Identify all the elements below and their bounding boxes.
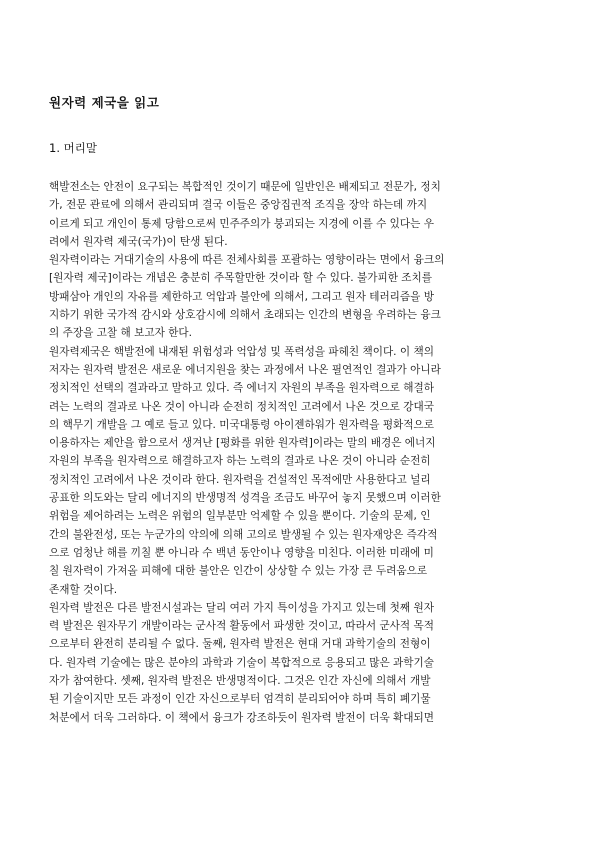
text-line: 가, 전문 관료에 의해서 관리되며 결국 이들은 중앙집권적 조직을 장악 하는데 까지 bbox=[49, 199, 428, 212]
text-line: 존재할 것이다. bbox=[49, 583, 118, 596]
text-line: 칠 원자력이 가져올 피해에 대한 불안은 인간이 상상할 수 있는 가장 큰 두려움으로 bbox=[49, 565, 428, 578]
text-line: 원자력 발전은 다른 발전시설과는 달리 여러 가지 특이성을 가지고 있는데 첫째 원자 bbox=[49, 601, 434, 614]
text-line: 방패삼아 개인의 자유를 제한하고 억압과 불안에 의해서, 그리고 원자 테러리즘을 방 bbox=[49, 290, 434, 303]
text-line: 력 발전은 원자무기 개발이라는 군사적 활동에서 파생한 것이고, 따라서 군사적 목적 bbox=[49, 620, 434, 633]
section-heading: 1. 머리말 bbox=[49, 141, 97, 155]
text-line: 으로 엄청난 해를 끼칠 뿐 아니라 수 백년 동안이나 영향을 미친다. 이러한 미래에 미 bbox=[49, 546, 434, 559]
text-line: 자원의 부족을 원자력으로 해결하고자 하는 노력의 결과로 나온 것이 아니라 순전히 bbox=[49, 455, 431, 468]
text-line: 이용하자는 제안을 함으로서 생겨난 [평화를 위한 원자력]이라는 말의 배경은 에너지 bbox=[49, 437, 436, 450]
body-text bbox=[49, 178, 549, 727]
text-line: 정치적인 고려에서 나온 것이라 한다. 원자력을 건설적인 목적에만 사용한다고 널리 bbox=[49, 473, 431, 486]
text-line: 핵발전소는 안전이 요구되는 복합적인 것이기 때문에 일반인은 배제되고 전문가, 정치 bbox=[49, 181, 441, 193]
text-line: 위험을 제어하려는 노력은 위험의 일부분만 억제할 수 있을 뿐이다. 기술의 문제, 인 bbox=[49, 510, 431, 523]
page-title: 원자력 제국을 읽고 bbox=[49, 95, 160, 110]
text-line: 의 핵무기 개발을 그 예로 들고 있다. 미국대통령 아이젠하워가 원자력을 평화적으로 bbox=[49, 418, 434, 431]
text-line: 이르게 되고 개인이 통제 당함으로써 민주주의가 붕괴되는 지경에 이를 수 있다는 우 bbox=[49, 217, 434, 230]
text-line: 공표한 의도와는 달리 에너지의 반생명적 성격을 조금도 바꾸어 놓지 못했으며 이러한 bbox=[49, 492, 441, 505]
text-line: 려는 노력의 결과로 나온 것이 아니라 순전히 정치적인 고려에서 나온 것으로 강대국 bbox=[49, 400, 434, 413]
text-line: 된 기술이지만 모든 과정이 인간 자신으로부터 엄격히 분리되어야 하며 특히 폐기물 bbox=[49, 693, 431, 706]
text-line: 원자력제국은 핵발전에 내재된 위험성과 억압성 및 폭력성을 파헤친 책이다. 이 책의 bbox=[49, 345, 434, 358]
text-line: [원자력 제국]이라는 개념은 충분히 주목할만한 것이라 할 수 있다. 불가피한 조치를 bbox=[49, 272, 433, 285]
text-line: 간의 불완전성, 또는 누군가의 악의에 의해 고의로 발생될 수 있는 원자재앙은 즉각적 bbox=[49, 528, 438, 541]
text-line: 원자력이라는 거대기술의 사용에 따른 전체사회를 포괄하는 영향이라는 면에서 융크의 bbox=[49, 254, 445, 267]
text-line: 의 주장을 고찰 해 보고자 한다. bbox=[49, 327, 193, 340]
text-line: 정치적인 선택의 결과라고 말하고 있다. 즉 에너지 자원의 부족을 원자력으로 해결하 bbox=[49, 382, 434, 395]
text-line: 으로부터 완전히 분리될 수 없다. 둘째, 원자력 발전은 현대 거대 과학기술의 전형이 bbox=[49, 638, 431, 651]
text-line: 려에서 원자력 제국(국가)이 탄생 된다. bbox=[49, 235, 228, 248]
text-line: 처분에서 더욱 그러하다. 이 책에서 융크가 강조하듯이 원자력 발전이 더욱 확대되면 bbox=[49, 711, 434, 724]
text-line: 자가 참여한다. 셋째, 원자력 발전은 반생명적이다. 그것은 인간 자신에 의해서 개발 bbox=[49, 675, 431, 688]
text-line: 지하기 위한 국가적 감시와 상호감시에 의해서 초래되는 인간의 변형을 우려하는 융크 bbox=[49, 309, 441, 322]
text-line: 저자는 원자력 발전은 새로운 에너지원을 찾는 과정에서 나온 필연적인 결과가 아니라 bbox=[49, 363, 441, 376]
text-line: 다. 원자력 기술에는 많은 분야의 과학과 기술이 복합적으로 응용되고 많은 과학기술 bbox=[49, 656, 434, 669]
